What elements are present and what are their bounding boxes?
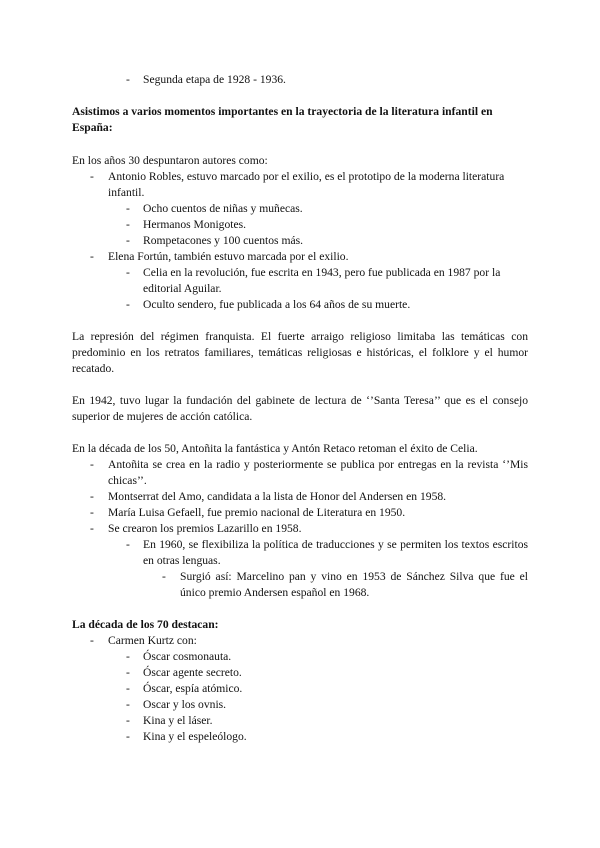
list-item-text: Antonio Robles, estuvo marcado por el exilio, es el prototipo de la moderna literatura infantil. [108, 170, 505, 199]
list-item-text: Celia en la revolución, fue escrita en 1943, pero fue publicada en 1987 por la editorial Aguilar. [143, 266, 501, 295]
list-dash: - [126, 538, 130, 551]
list-dash: - [90, 458, 94, 471]
list-item-text: Oculto sendero, fue publicada a los 64 años de su muerte. [143, 298, 411, 311]
list-item-text: Se crearon los premios Lazarillo en 1958. [108, 522, 302, 535]
list-item-rompetacones [126, 233, 528, 249]
list-item-text: Ocho cuentos de niñas y muñecas. [143, 202, 303, 215]
heading-momentos-importantes: Asistimos a varios momentos importantes en la trayectoria de la literatura infantil en España: [72, 105, 493, 134]
list-item-ocho-cuentos [126, 201, 528, 217]
list-dash: - [90, 170, 94, 183]
list-item-text: Segunda etapa de 1928 - 1936. [143, 73, 286, 86]
list-item-oculto-sendero [126, 297, 528, 313]
list-dash: - [90, 634, 94, 647]
list-dash: - [126, 218, 130, 231]
list-item-text: Óscar cosmonauta. [143, 650, 232, 663]
list-item-text: Elena Fortún, también estuvo marcada por el exilio. [108, 250, 349, 263]
list-item-text: Óscar agente secreto. [143, 666, 242, 679]
list-dash: - [90, 506, 94, 519]
list-item-lazarillo [90, 521, 528, 537]
list-item-text: Hermanos Monigotes. [143, 218, 247, 231]
list-item-marcelino [162, 569, 528, 601]
list-dash: - [162, 570, 166, 583]
list-item-carmen-kurtz [90, 633, 528, 649]
list-item-antonita [90, 457, 528, 489]
list-item-text: Kina y el espeleólogo. [143, 730, 247, 743]
list-dash: - [126, 650, 130, 663]
list-item-kina-laser [126, 713, 528, 729]
list-dash: - [126, 666, 130, 679]
list-dash: - [126, 714, 130, 727]
list-dash: - [126, 266, 130, 279]
list-item-text: Oscar y los ovnis. [143, 698, 227, 711]
list-item-text: Montserrat del Amo, candidata a la lista de Honor del Andersen en 1958. [108, 490, 447, 503]
list-item-text: Rompetacones y 100 cuentos más. [143, 234, 304, 247]
list-item-text: En 1960, se flexibiliza la política de traducciones y se permiten los textos escritos en otras lenguas. [143, 538, 528, 567]
paragraph-decada-50: En la década de los 50, Antoñita la fantástica y Antón Retaco retoman el éxito de Celia. [72, 442, 478, 455]
list-dash: - [90, 490, 94, 503]
list-item-hermanos-monigotes [126, 217, 528, 233]
list-item-celia-revolucion [126, 265, 528, 297]
list-dash: - [90, 250, 94, 263]
list-item-1960 [126, 537, 528, 569]
list-item-maria-luisa [90, 505, 528, 521]
list-dash: - [126, 698, 130, 711]
list-item-oscar-cosmonauta [126, 649, 528, 665]
list-item-text: Surgió así: Marcelino pan y vino en 1953 de Sánchez Silva que fue el único premio Andersen español en 1968. [180, 570, 528, 599]
list-dash: - [126, 682, 130, 695]
list-dash: - [90, 522, 94, 535]
list-item-text: Kina y el láser. [143, 714, 213, 727]
list-item-elena-fortun [90, 249, 528, 265]
list-item-text: Óscar, espía atómico. [143, 682, 243, 695]
list-dash: - [126, 298, 130, 311]
list-item-segunda-etapa [126, 72, 528, 88]
list-item-oscar-ovnis [126, 697, 528, 713]
list-item-text: Antoñita se crea en la radio y posteriormente se publica por entregas en la revista ‘’Mis chicas’’. [108, 458, 528, 487]
paragraph-1942: En 1942, tuvo lugar la fundación del gabinete de lectura de ‘’Santa Teresa’’ que es el consejo superior de mujeres de acción católica. [72, 394, 528, 423]
list-item-oscar-espia [126, 681, 528, 697]
heading-decada-70: La década de los 70 destacan: [72, 618, 219, 631]
list-item-oscar-agente [126, 665, 528, 681]
list-item-text: María Luisa Gefaell, fue premio nacional de Literatura en 1950. [108, 506, 406, 519]
list-item-antonio-robles [90, 169, 528, 201]
list-item-kina-espeleologo [126, 729, 528, 745]
list-dash: - [126, 730, 130, 743]
paragraph-anos-30: En los años 30 despuntaron autores como: [72, 154, 268, 167]
list-item-text: Carmen Kurtz con: [108, 634, 197, 647]
list-dash: - [126, 202, 130, 215]
list-item-montserrat [90, 489, 528, 505]
paragraph-represion: La represión del régimen franquista. El fuerte arraigo religioso limitaba las temáticas con predominio en los retratos familiares, temáticas religiosas e históricas, el folklore y el humor recatado. [72, 330, 528, 375]
list-dash: - [126, 73, 130, 86]
list-dash: - [126, 234, 130, 247]
